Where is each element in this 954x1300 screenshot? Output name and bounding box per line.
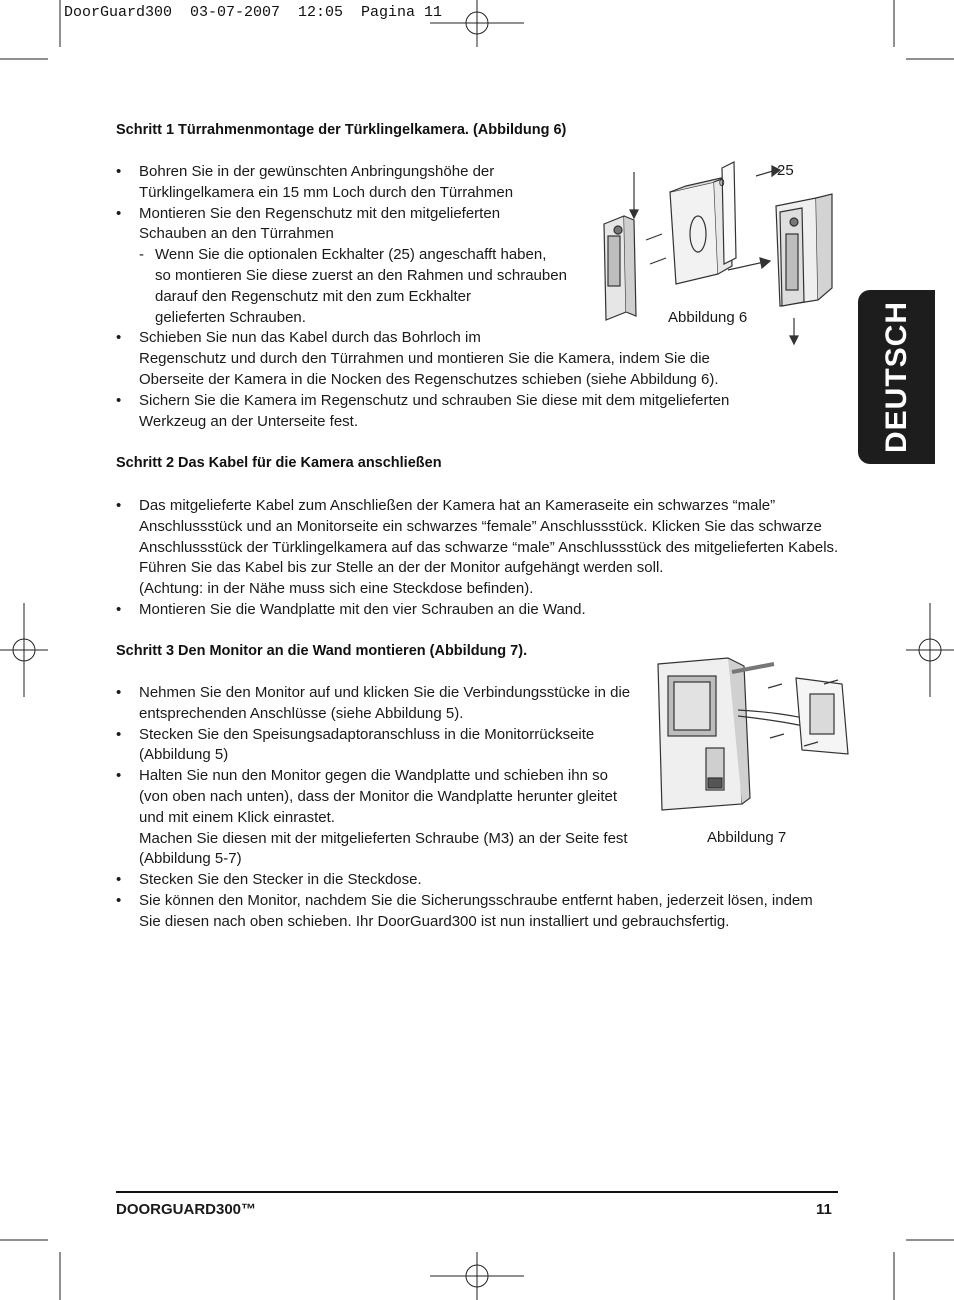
list-item: • Bohren Sie in der gewünschten Anbringungshöhe der Türklingelkamera ein 15 mm Loch durch den Türrahmen — [116, 162, 826, 204]
language-tab — [858, 290, 935, 464]
list-item: • Stecken Sie den Speisungsadaptoranschluss in die Monitorrückseite (Abbildung 5) — [116, 725, 831, 767]
list-item: • Sichern Sie die Kamera im Regenschutz und schrauben Sie diese mit dem mitgelieferten Werkzeug an der Unterseite fest. — [116, 391, 826, 433]
list-item: • Stecken Sie den Stecker in die Steckdose. — [116, 870, 831, 891]
step2-list — [116, 496, 841, 621]
list-item: • Schieben Sie nun das Kabel durch das Bohrloch im Regenschutz und durch den Türrahmen und montieren Sie die Kamera, indem Sie die Oberseite der Kamera in die Nocken des Regenschutzes schieben (siehe Abbildung 6). — [116, 328, 826, 390]
sub-list-item: - Wenn Sie die optionalen Eckhalter (25) angeschafft haben, so montieren Sie diese zuerst an den Rahmen und schrauben darauf den Regenschutz mit den zum Eckhalter gelieferten Schrauben. — [139, 245, 826, 328]
footer-product-name: DOORGUARD300™ — [116, 1201, 257, 1218]
list-item: • Sie können den Monitor, nachdem Sie die Sicherungsschraube entfernt haben, jederzeit lösen, indem Sie diesen nach oben schieben. Ihr DoorGuard300 ist nun installiert und gebrauchsfertig. — [116, 891, 831, 933]
list-item: • Das mitgelieferte Kabel zum Anschließen der Kamera hat an Kameraseite ein schwarzes “male” Anschlussstück und an Monitorseite ein schwarzes “female” Anschlussstück. Klicken Sie das schwarze Anschlussstück der Türklingelkamera auf das schwarze “male” Anschlussstück des mitgelieferten Kabels. Führen Sie das Kabel bis zur Stelle an der der Monitor aufgehängt werden soll. (Achtung: in der Nähe muss sich eine Steckdose befinden). — [116, 496, 841, 600]
step3-heading: Schritt 3 Den Monitor an die Wand montieren (Abbildung 7). — [116, 643, 528, 659]
figure-7-monitor-mounting — [654, 654, 852, 816]
footer-rule — [116, 1191, 838, 1193]
list-item: • Montieren Sie den Regenschutz mit den mitgelieferten Schauben an den Türrahmen — [116, 204, 826, 246]
step2-heading: Schritt 2 Das Kabel für die Kamera anschließen — [116, 455, 442, 471]
list-item: • Nehmen Sie den Monitor auf und klicken Sie die Verbindungsstücke in die entsprechenden Anschlüsse (siehe Abbildung 5). — [116, 683, 831, 725]
print-header: DoorGuard300 03-07-2007 12:05 Pagina 11 — [64, 4, 443, 21]
list-item: • Montieren Sie die Wandplatte mit den vier Schrauben an die Wand. — [116, 600, 841, 621]
page-number: 11 — [816, 1201, 832, 1218]
list-item: • Halten Sie nun den Monitor gegen die Wandplatte und schieben ihn so (von oben nach unten), dass der Monitor die Wandplatte herunter gleitet und mit einem Klick einrastet. Machen Sie diesen mit der mitgelieferten Schraube (M3) an der Seite fest (Abbildung 5-7) — [116, 766, 831, 870]
step1-heading: Schritt 1 Türrahmenmontage der Türklingelkamera. (Abbildung 6) — [116, 122, 567, 138]
figure-7-caption: Abbildung 7 — [707, 829, 787, 846]
figure-6-label-25: 25 — [777, 162, 794, 179]
figure-label-0: 0 — [719, 178, 725, 189]
figure-6-caption: Abbildung 6 — [668, 309, 748, 326]
language-tab-label: DEUTSCH — [879, 300, 913, 454]
